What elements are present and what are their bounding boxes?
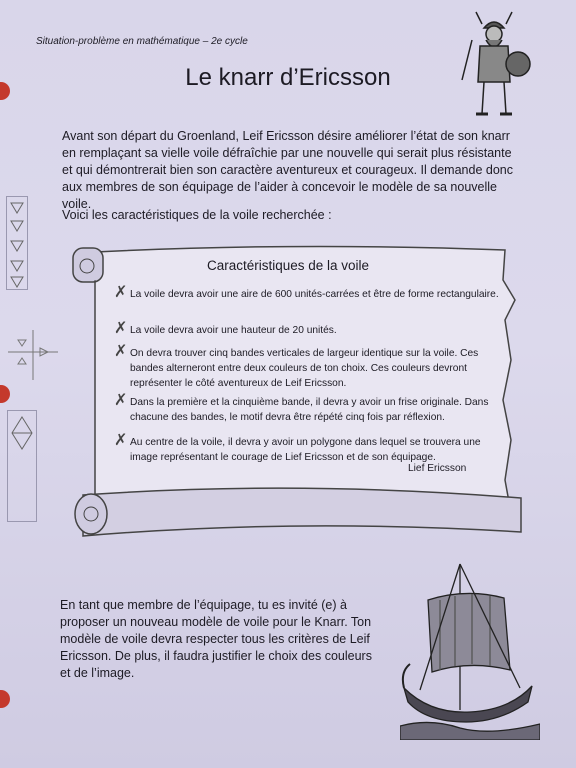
checkmark-icon: ✗ xyxy=(114,320,128,337)
requirement-item xyxy=(114,343,500,391)
binder-hole xyxy=(0,690,10,708)
requirement-text: La voile devra avoir une aire de 600 unités-carrées et être de forme rectangulaire. xyxy=(130,289,499,300)
requirement-item xyxy=(114,392,500,426)
page-title: Le knarr d’Ericsson xyxy=(185,64,391,91)
requirement-item xyxy=(114,284,500,303)
reflection-doodle-icon xyxy=(8,330,58,380)
course-header: Situation-problème en mathématique – 2e cycle xyxy=(36,36,248,47)
checkmark-icon: ✗ xyxy=(114,343,128,360)
requirement-item xyxy=(114,320,500,339)
ship-icon xyxy=(400,560,540,740)
checkmark-icon: ✗ xyxy=(114,284,128,301)
margin-doodle-box xyxy=(7,410,37,522)
margin-doodle-box xyxy=(6,196,28,290)
triangles-doodle-icon xyxy=(7,197,27,289)
scroll-title: Caractéristiques de la voile xyxy=(206,258,370,273)
checkmark-icon: ✗ xyxy=(114,432,128,449)
requirement-text: La voile devra avoir une hauteur de 20 unités. xyxy=(130,325,337,336)
requirement-item xyxy=(114,432,500,466)
requirement-text: On devra trouver cinq bandes verticales de largeur identique sur la voile. Ces bandes alterneront entre deux couleurs de ton choix. Ces couleurs devront représenter le côté aventureux de Leif Ericsson. xyxy=(130,348,479,389)
checkmark-icon: ✗ xyxy=(114,392,128,409)
signature: Lief Ericsson xyxy=(408,463,467,474)
outro-paragraph: En tant que membre de l’équipage, tu es invité (e) à proposer un nouveau modèle de voile pour le Knarr. Ton modèle de voile devra respecter tous les critères de Leif Ericsson. De plus, il faudra justifier le choix des couleurs et de l’image. xyxy=(60,598,372,680)
diamond-doodle-icon xyxy=(8,411,36,471)
intro-paragraph: Avant son départ du Groenland, Leif Ericsson désire améliorer l’état de son knarr en remplaçant sa vielle voile défraîchie par une nouvelle qui serait plus résistante et qui démontrerait bien son caractère aventureux et courageux. Il demande donc aux membres de son équipage de l’aider à concevoir le modèle de sa nouvelle voile. xyxy=(62,129,513,211)
binder-hole xyxy=(0,385,10,403)
requirement-text: Au centre de la voile, il devra y avoir un polygone dans lequel se trouvera une image représentant le courage de Lief Ericsson et de son équipage. xyxy=(130,437,481,463)
requirement-text: Dans la première et la cinquième bande, il devra y avoir un frise originale. Dans chacune des bandes, le motif devra être répété cinq fois par réflexion. xyxy=(130,397,489,423)
characteristics-intro: Voici les caractéristiques de la voile recherchée : xyxy=(62,208,332,222)
